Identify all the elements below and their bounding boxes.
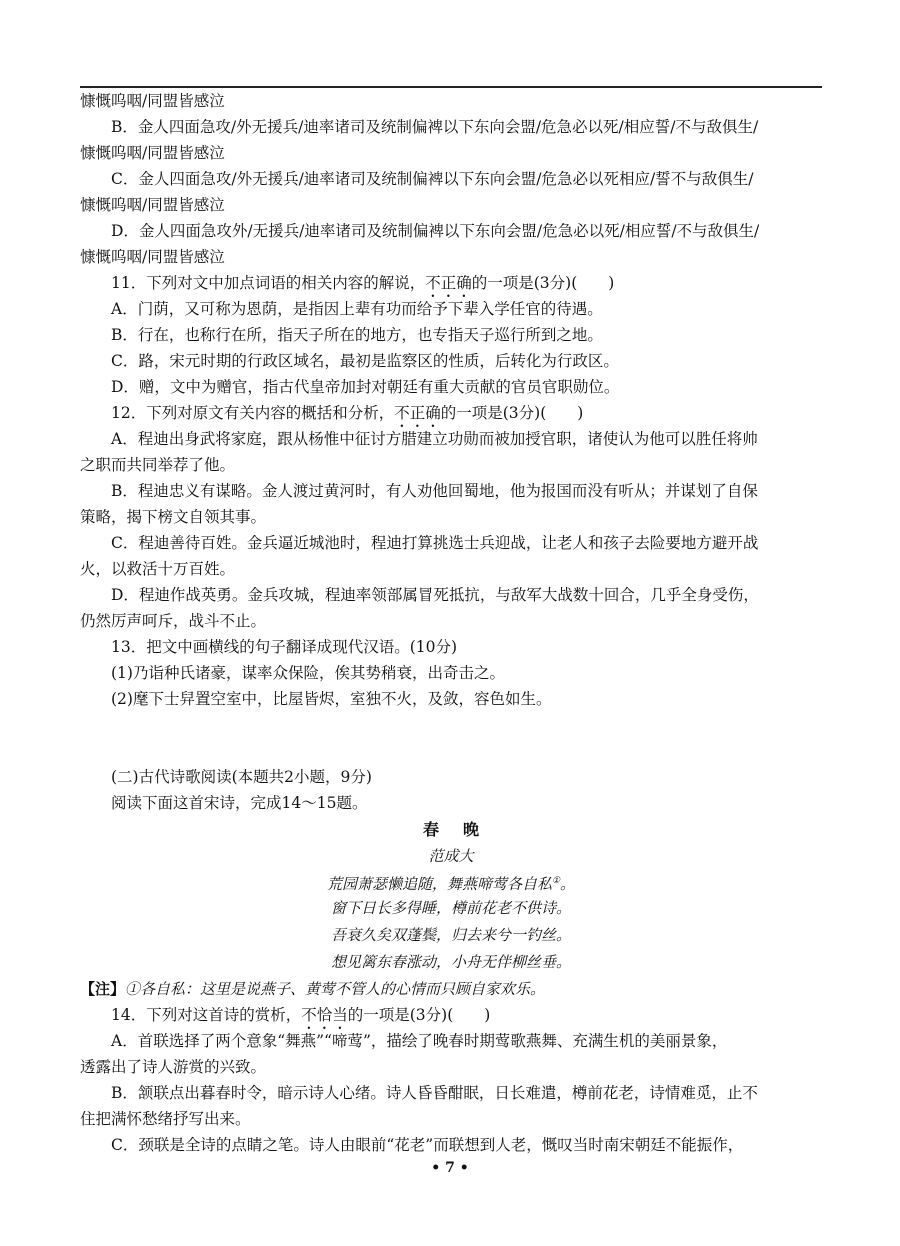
- poem-line-1-text: 荒园萧瑟懒追随，舞燕啼莺各自私: [326, 875, 552, 893]
- q13-stem: 13．把文中画横线的句子翻译成现代汉语。(10分): [111, 638, 458, 656]
- q14-stem-emphasis: 不恰当: [301, 1006, 348, 1024]
- q14-option-a: A．首联选择了两个意象“舞燕”“啼莺”，描绘了晚春时期莺歌燕舞、充满生机的美丽景象，: [111, 1032, 728, 1050]
- q12-stem-emphasis: 不正确: [394, 404, 441, 422]
- q13-sentence-1: (1)乃诣种氏诸豪，谋率众保险，俟其势稍衰，出奇击之。: [111, 664, 505, 682]
- q11-option-a: A．门荫，又可称为恩荫，是指因上辈有功而给予下辈入学任官的待遇。: [111, 300, 603, 318]
- q10-option-b-cont: 慷慨呜咽/同盟皆感泣: [80, 144, 225, 162]
- q11-option-d: D．赠，文中为赠官，指古代皇帝加封对朝廷有重大贡献的官员官职勋位。: [111, 378, 620, 396]
- q14-stem-post: 的一项是(3分)( ): [347, 1006, 491, 1024]
- q11-stem-post: 的一项是(3分)( ): [471, 274, 615, 292]
- poem-footnote-marker: ①: [551, 876, 561, 886]
- exam-page: [80, 88, 822, 1158]
- poem-note-label: 【注】: [80, 980, 126, 998]
- q14-stem-pre: 14．下列对这首诗的赏析，: [111, 1006, 302, 1024]
- q13-sentence-2: (2)麾下士舁置空室中，比屋皆烬，室独不火，及敛，容色如生。: [111, 690, 552, 708]
- q11-stem-emphasis: 不正确: [425, 274, 472, 292]
- q12-option-b-cont: 策略，揭下榜文自领其事。: [80, 508, 267, 526]
- q12-option-c: C．程迪善待百姓。金兵逼近城池时，程迪打算挑选士兵迎战，让老人和孩子去险要地方避开战: [111, 534, 759, 552]
- q10-option-c-cont: 慷慨呜咽/同盟皆感泣: [80, 196, 225, 214]
- q12-option-a-cont: 之职而共同举荐了他。: [80, 456, 236, 474]
- q10-option-c: C．金人四面急攻/外无援兵/迪率诸司及统制偏裨以下东向会盟/危急必以死相应/誓不与敌俱生/: [111, 170, 754, 188]
- q11-stem-pre: 11．下列对文中加点词语的相关内容的解说，: [111, 274, 426, 292]
- poem-note: [80, 976, 822, 1002]
- poem-line-3: 吾衰久矣双蓬鬓，归去来兮一钓丝。: [330, 926, 571, 944]
- q12-option-c-cont: 火，以救活十万百姓。: [80, 560, 236, 578]
- section-intro: 阅读下面这首宋诗，完成14～15题。: [111, 794, 368, 812]
- poem-line-1-end: 。: [560, 875, 576, 893]
- poem-line-2: 窗下日长多得睡，樽前花老不供诗。: [330, 899, 571, 917]
- q11-option-c: C．路，宋元时期的行政区域名，最初是监察区的性质，后转化为行政区。: [111, 352, 619, 370]
- q12-stem-pre: 12．下列对原文有关内容的概括和分析，: [111, 404, 395, 422]
- poem-line-4: 想见篱东春涨动，小舟无伴柳丝垂。: [330, 953, 571, 971]
- poem-title: 春晚: [422, 820, 503, 839]
- q12-option-d: D．程迪作战英勇。金兵攻城，程迪率领部属冒死抵抗，与敌军大战数十回合，几乎全身受伤，: [111, 586, 759, 604]
- poem-author: 范成大: [428, 847, 474, 865]
- q14-option-c: C．颈联是全诗的点睛之笔。诗人由眼前“花老”而联想到人老，慨叹当时南宋朝廷不能振作，: [111, 1136, 744, 1154]
- q11-option-b: B．行在，也称行在所，指天子所在的地方，也专指天子巡行所到之地。: [111, 326, 603, 344]
- q14-option-a-cont: 透露出了诗人游赏的兴致。: [80, 1058, 267, 1076]
- q12-option-a: A．程迪出身武将家庭，跟从杨惟中征讨方腊建立功勋而被加授官职，诸使认为他可以胜任将帅: [111, 430, 758, 448]
- q12-option-d-cont: 仍然厉声呵斥，战斗不止。: [80, 612, 267, 630]
- poem-note-text: ①各自私：这里是说燕子、黄莺不管人的心情而只顾自家欢乐。: [125, 980, 546, 998]
- q10-a-tail: 慷慨呜咽/同盟皆感泣: [80, 92, 225, 110]
- q12-stem-post: 的一项是(3分)( ): [440, 404, 584, 422]
- answer-space: [80, 712, 822, 764]
- q14-option-b: B．颔联点出暮春时令，暗示诗人心绪。诗人昏昏酣眠，日长难遣，樽前花老，诗情难觅，止不: [111, 1084, 758, 1102]
- poem-line-1: [80, 868, 822, 895]
- q12-option-b: B．程迪忠义有谋略。金人渡过黄河时，有人劝他回蜀地，他为报国而没有听从；并谋划了自保: [111, 482, 758, 500]
- q11-stem: [80, 270, 822, 296]
- q12-stem: [80, 400, 822, 426]
- q14-option-b-cont: 住把满怀愁绪抒写出来。: [80, 1110, 251, 1128]
- page-number: • 7 •: [431, 1160, 469, 1176]
- q10-option-d-cont: 慷慨呜咽/同盟皆感泣: [80, 248, 225, 266]
- q10-option-d: D．金人四面急攻外/无援兵/迪率诸司及统制偏裨以下东向会盟/危急必以死/相应誓/不与敌俱生/: [111, 222, 760, 240]
- q10-option-b: B．金人四面急攻/外无援兵/迪率诸司及统制偏裨以下东向会盟/危急必以死/相应誓/不与敌俱生/: [111, 118, 759, 136]
- section-heading: (二)古代诗歌阅读(本题共2小题，9分): [111, 768, 372, 786]
- q14-stem: [80, 1002, 822, 1028]
